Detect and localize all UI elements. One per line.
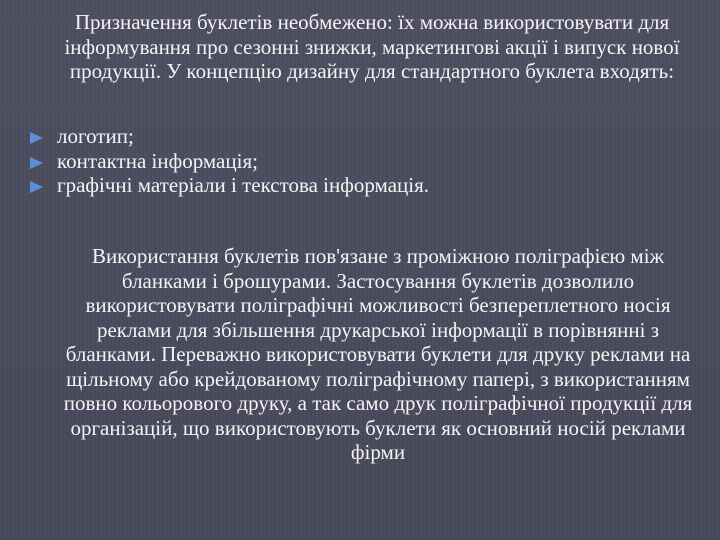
- triangle-bullet-icon: [30, 181, 43, 193]
- intro-text: Призначення буклетів необмежено: їх можна використовувати для інформування про сезонні знижки, маркетингові акції і випуск нової продукції. У концепцію дизайну для стандартного буклета входять:: [64, 10, 680, 83]
- triangle-bullet-icon: [30, 157, 43, 169]
- bullet-item: [30, 149, 690, 174]
- intro-paragraph: [36, 10, 708, 84]
- bullet-text-contacts: контактна інформація;: [57, 148, 258, 173]
- bullet-text-logo: логотип;: [57, 124, 134, 148]
- bullet-item: [30, 124, 690, 149]
- triangle-bullet-icon: [30, 132, 43, 144]
- main-text: Використання буклетів пов'язане з проміжною поліграфією між бланками і брошурами. Застосування буклетів дозволило використовувати поліграфічні можливості безпереплетного носія реклами для збільшення друкарської інформації в порівнянні з бланками. Переважно використовувати буклети для друку реклами на щільному або крейдованому поліграфічному папері, з використанням повно кольорового друку, а так само друк поліграфічної продукції для організацій, що використовують буклети як основний носій реклами фірми: [63, 244, 693, 464]
- bullet-item: [30, 173, 690, 198]
- bullet-text-graphics: графічні матеріали і текстова інформація.: [57, 173, 429, 197]
- main-paragraph: [58, 244, 698, 465]
- bullet-list: [30, 124, 690, 198]
